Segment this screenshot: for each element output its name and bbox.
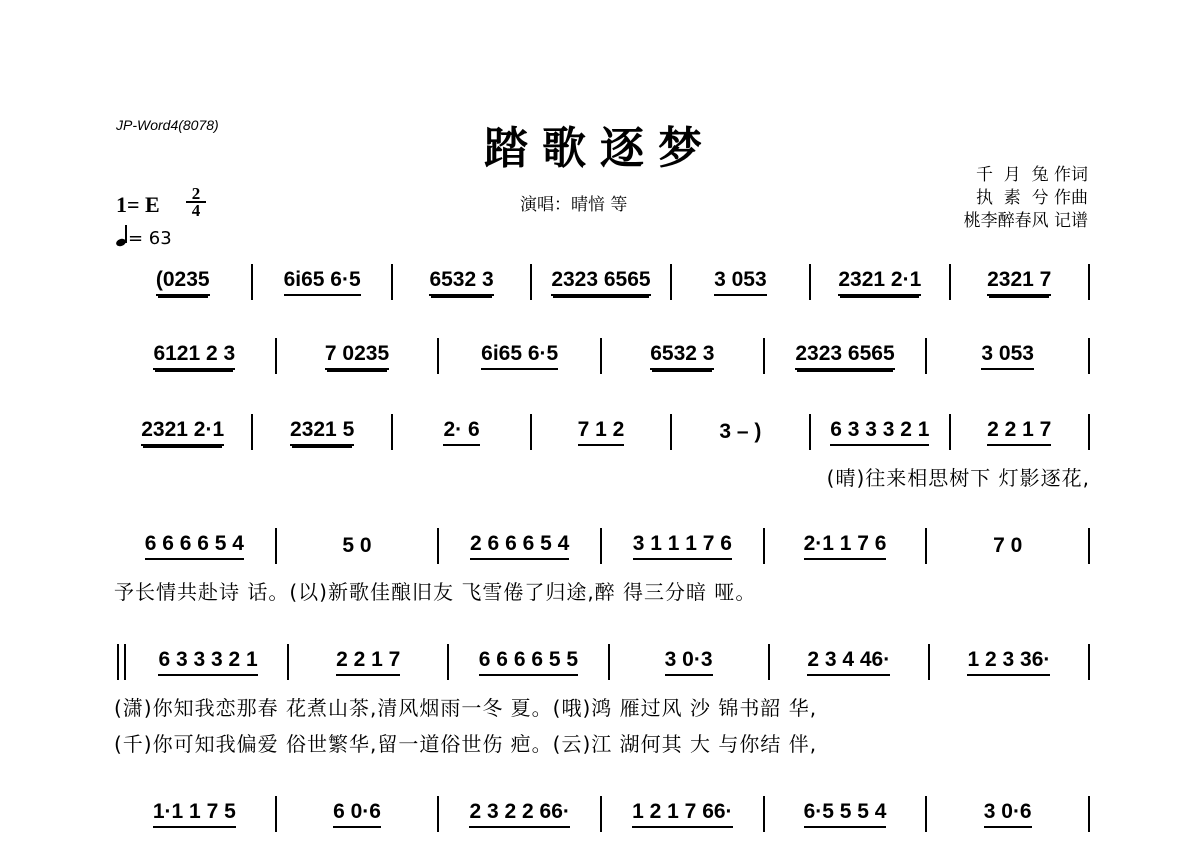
measure: 2· 6 [393,414,530,450]
measure: 5 0 [342,534,372,557]
measure: 2321 5 [253,414,390,450]
measure: 6532 3 [393,264,530,300]
staff-row-4 [114,528,1090,564]
staff-row-1 [114,264,1090,300]
lyricist-credit: 千 月 兔 作词 [975,165,1088,185]
time-signature [186,186,206,218]
measure: 2321 7 [951,264,1088,300]
measure: 2 6 6 6 5 4 [439,528,600,564]
lyric-line-4: (千)你可知我偏爱 俗世繁华,留一道俗世伤 疤。(云)江 湖何其 大 与你结 伴, [114,732,818,756]
measure: 6532 3 [602,338,763,374]
measure: 7 0 [993,534,1023,557]
measure: 6i65 6·5 [253,264,390,300]
measure: 7 1 2 [532,414,669,450]
staff-row-2 [114,338,1090,374]
repeat-start [117,644,126,680]
measure: 2 3 4 46· [770,644,928,680]
measure: 6 3 3 3 2 1 [811,414,948,450]
measure: 2323 6565 [765,338,926,374]
lyric-line-2: 予长情共赴诗 话。(以)新歌佳酿旧友 飞雪倦了归途,醉 得三分暗 哑。 [114,580,757,604]
measure: 3 1 1 1 7 6 [602,528,763,564]
tempo-marking [116,226,172,249]
measure: 6 3 3 3 2 1 [129,644,287,680]
measure: 3 053 [927,338,1088,374]
staff-row-6 [114,796,1090,832]
staff-row-3 [114,414,1090,450]
measure: 2321 2·1 [114,414,251,450]
measure: 6 6 6 6 5 4 [114,528,275,564]
measure: 2323 6565 [532,264,669,300]
measure: 7 0235 [277,338,438,374]
lyric-line-1: (晴)往来相思树下 灯影逐花, [826,466,1090,490]
measure: 6 6 6 6 5 5 [449,644,607,680]
measure: 6·5 5 5 4 [765,796,926,832]
measure: 2 2 1 7 [951,414,1088,450]
measure: 6i65 6·5 [439,338,600,374]
credits [964,164,1088,233]
measure: 3 – ) [719,420,762,443]
measure: 2·1 1 7 6 [765,528,926,564]
measure: 2 3 2 2 66· [439,796,600,832]
composer-credit: 执 素 兮 作曲 [975,188,1088,208]
meter-bottom: 4 [191,201,201,220]
tempo-value: = 63 [128,228,172,249]
measure: 1·1 1 7 5 [114,796,275,832]
measure: (0235 [114,264,251,300]
measure: 3 0·3 [610,644,768,680]
staff-row-5 [114,644,1090,680]
lyric-line-3: (潇)你知我恋那春 花煮山茶,清风烟雨一冬 夏。(哦)鸿 雁过风 沙 锦书韶 华, [114,696,818,720]
song-title: 踏歌逐梦 [484,123,716,174]
software-label: JP-Word4(8078) [116,117,219,133]
singer-credit: 演唱：晴愔 等 [520,195,628,215]
key-signature: 1= E [116,192,160,217]
measure: 6121 2 3 [114,338,275,374]
measure: 2321 2·1 [811,264,948,300]
measure: 3 053 [672,264,809,300]
measure: 6 0·6 [277,796,438,832]
measure: 1 2 3 36· [930,644,1088,680]
measure: 2 2 1 7 [289,644,447,680]
quarter-note-icon [116,226,128,246]
measure: 3 0·6 [927,796,1088,832]
transcriber-credit: 桃李醉春风 记谱 [963,211,1088,231]
measure: 1 2 1 7 66· [602,796,763,832]
meter-top: 2 [186,186,206,203]
